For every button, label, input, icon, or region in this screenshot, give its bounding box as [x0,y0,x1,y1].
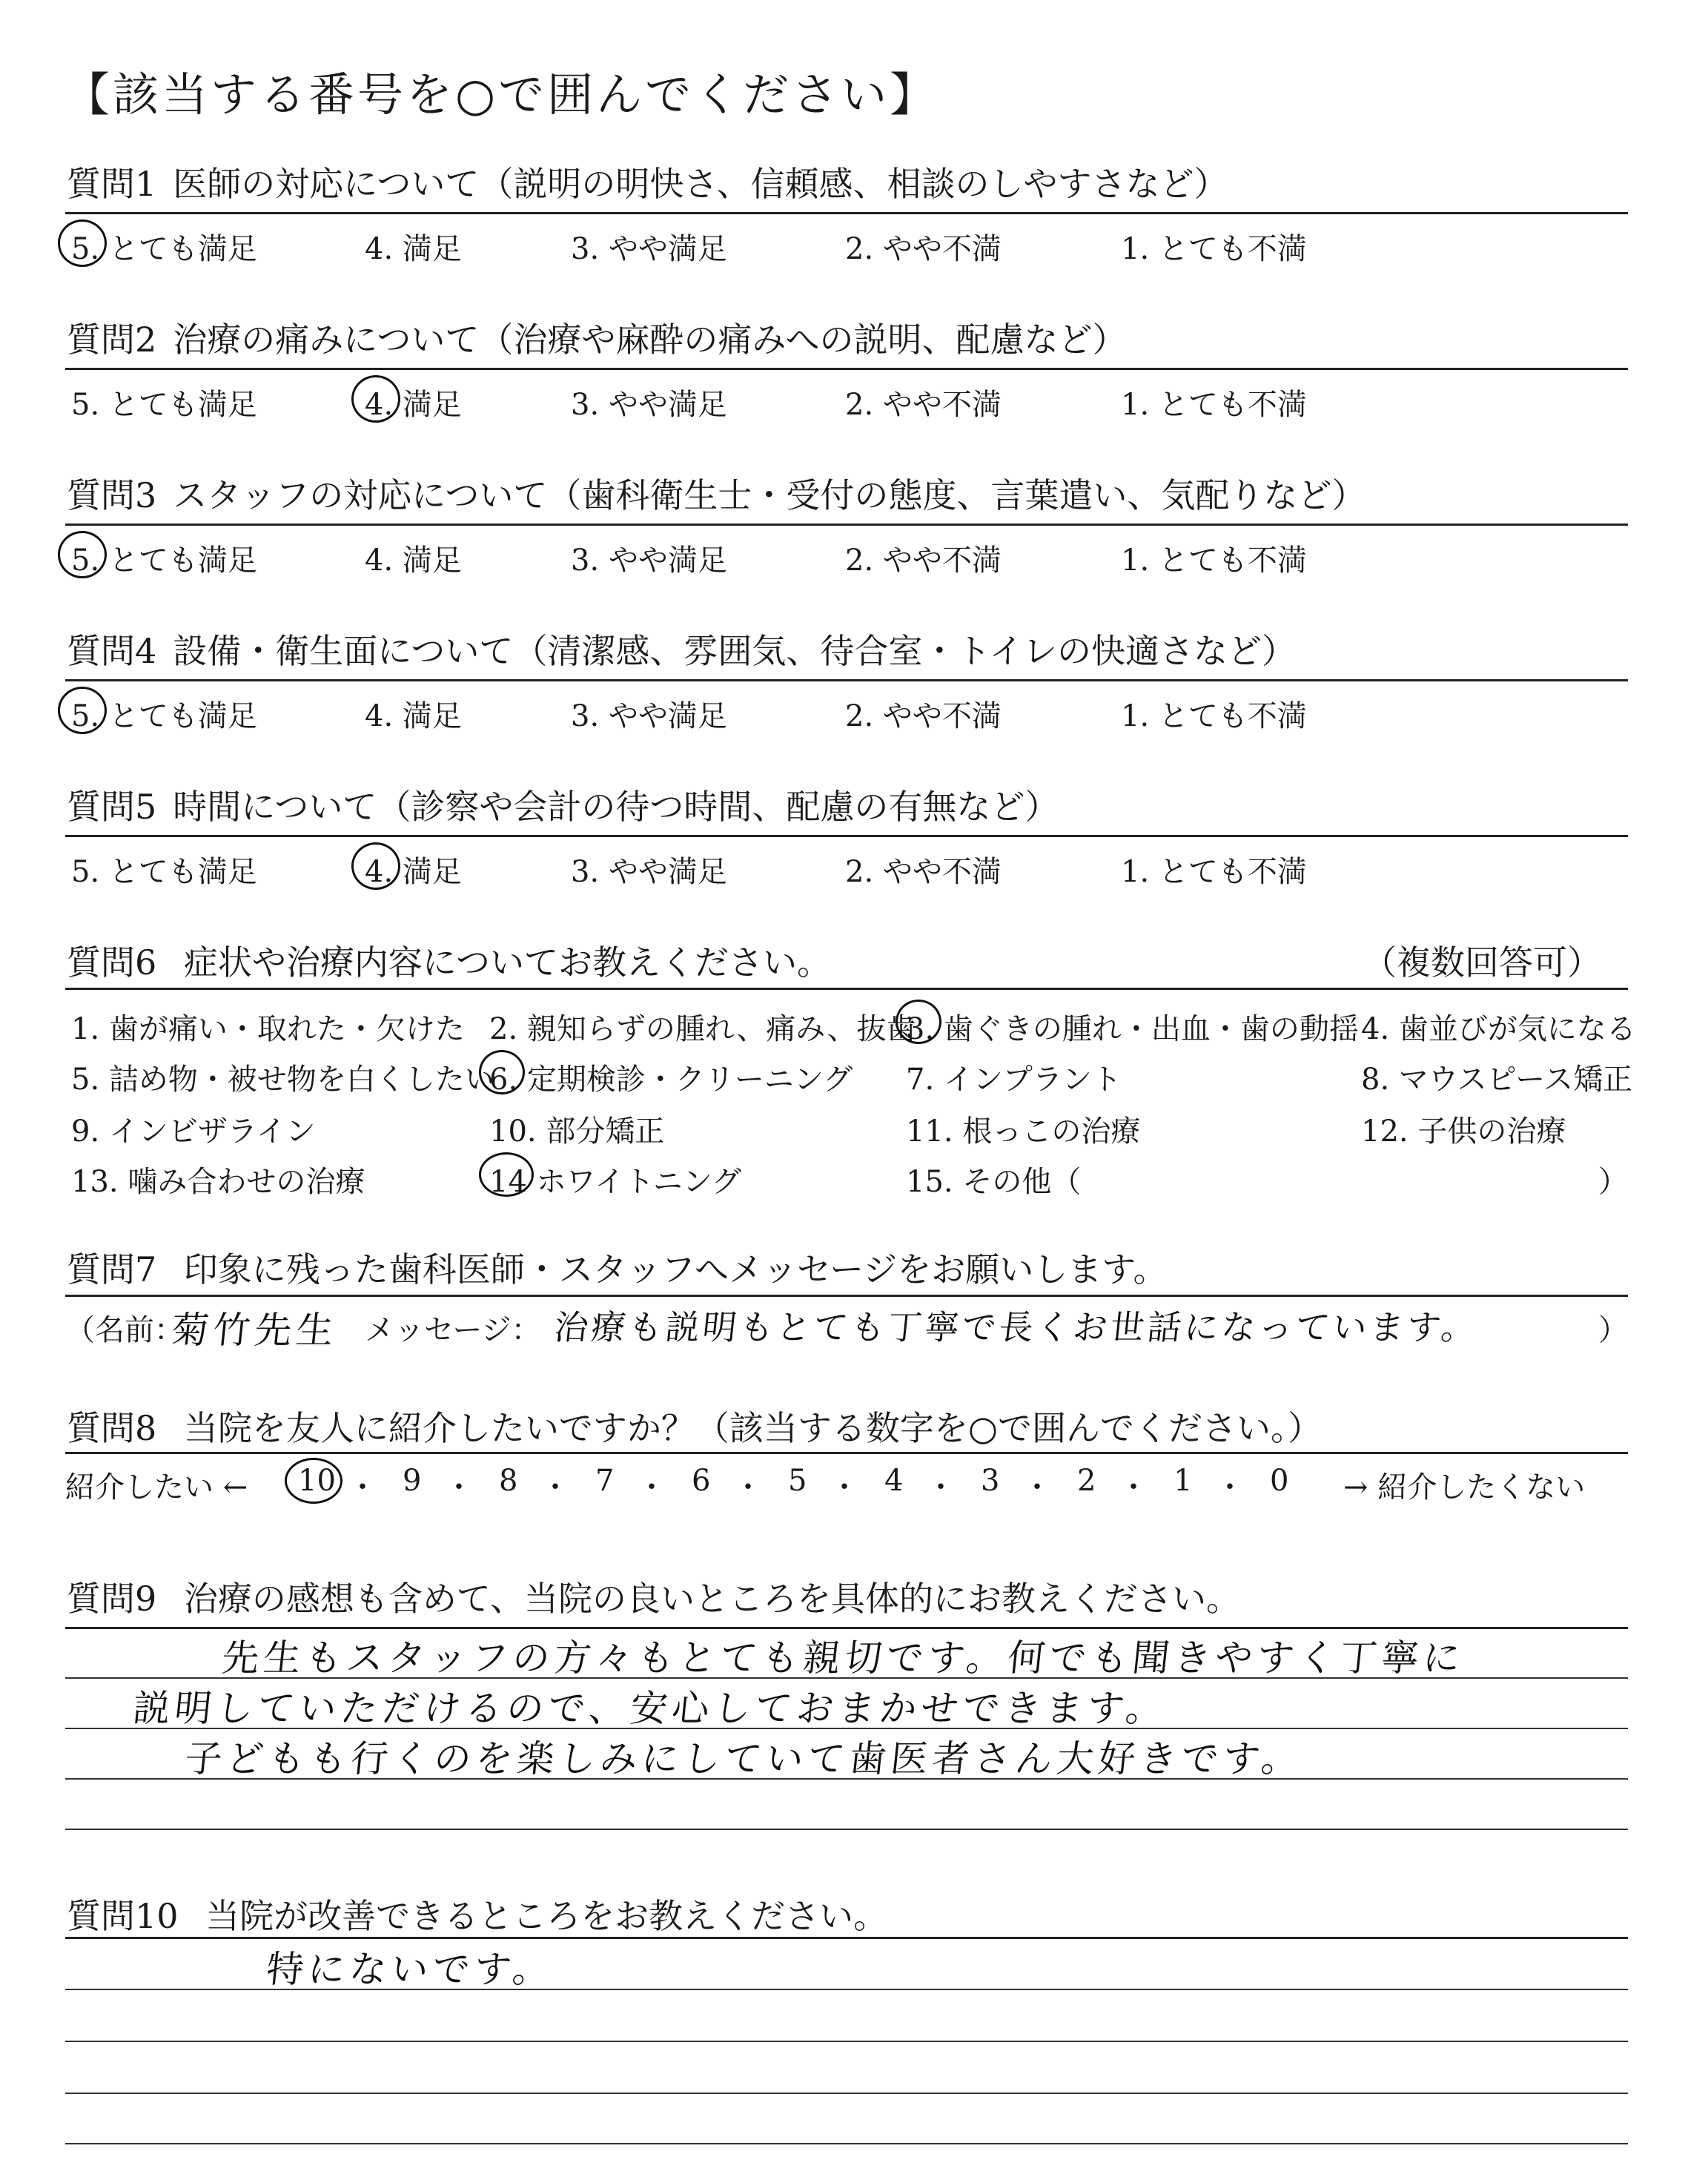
q8-text: 当院を友人に紹介したいですか？（該当する数字を○で囲んでください。） [183,1408,1323,1448]
q2-label: 質問2 [67,320,157,360]
answer-line [65,2143,1628,2144]
q9-label: 質問9 [67,1579,157,1619]
q8-scale-2[interactable]: 2 [1077,1464,1096,1498]
q8-rule [65,1452,1628,1454]
q8-scale-3[interactable]: 3 [981,1464,1000,1498]
q3-heading [67,469,1366,518]
q2-option-2[interactable]: 2. やや不満 [845,388,1002,422]
q5-option-2[interactable]: 2. やや不満 [845,855,1002,889]
q8-separator: ・ [637,1470,666,1505]
q7-close: ） [1598,1313,1628,1347]
q8-selection-circle [285,1458,342,1504]
q1-rule [65,212,1628,214]
form-title: 【該当する番号を○で囲んでください】 [64,67,939,122]
q6-item-9[interactable]: 9. インビザライン [71,1114,316,1149]
q5-selection-circle [351,842,400,890]
q9-heading [67,1572,1240,1621]
q3-option-4[interactable]: 4. 満足 [365,544,462,578]
q4-option-4[interactable]: 4. 満足 [365,699,462,733]
q6-heading [67,936,831,985]
q8-right-label: → 紹介したくない [1343,1470,1586,1505]
q3-option-2[interactable]: 2. やや不満 [845,544,1002,578]
q2-text: 治療の痛みについて（治療や麻酔の痛みへの説明、配慮など） [173,320,1127,360]
q6-selection-circle [896,1000,941,1044]
q1-option-1[interactable]: 1. とても不満 [1121,232,1307,266]
q8-scale-5[interactable]: 5 [788,1464,807,1498]
q1-label: 質問1 [67,164,157,204]
q1-option-4[interactable]: 4. 満足 [365,232,462,266]
q3-text: スタッフの対応について（歯科衛生士・受付の態度、言葉遣い、気配りなど） [173,475,1366,515]
q10-heading [67,1889,887,1938]
q6-selection-circle [479,1050,525,1094]
q4-rule [65,679,1628,681]
q4-option-5[interactable]: 5. とても満足 [71,699,257,733]
answer-line [65,1829,1628,1830]
q1-option-2[interactable]: 2. やや不満 [845,232,1002,266]
q2-rule [65,368,1628,370]
q10-answer[interactable]: 特にないです。 [264,1948,557,1991]
q8-scale-7[interactable]: 7 [595,1464,615,1498]
q5-option-1[interactable]: 1. とても不満 [1121,855,1307,889]
q4-text: 設備・衛生面について（清潔感、雰囲気、待合室・トイレの快適さなど） [173,631,1297,671]
q6-item-11[interactable]: 11. 根っこの治療 [906,1114,1141,1149]
q8-left-label: 紹介したい ← [65,1470,248,1505]
q9-text: 治療の感想も含めて、当院の良いところを具体的にお教えください。 [183,1579,1240,1619]
q5-text: 時間について（診察や会計の待つ時間、配慮の有無など） [173,787,1059,827]
q2-option-4[interactable]: 4. 満足 [365,388,462,422]
q7-message-label: メッセージ： [365,1313,541,1347]
q6-text: 症状や治療内容についてお教えください。 [183,942,831,982]
q8-separator: ・ [830,1470,859,1505]
q7-label: 質問7 [67,1249,157,1289]
q4-option-1[interactable]: 1. とても不満 [1121,699,1307,733]
q2-option-5[interactable]: 5. とても満足 [71,388,257,422]
answer-line [65,2093,1628,2094]
q4-label: 質問4 [67,631,157,671]
q1-selection-circle [58,219,107,267]
q8-separator: ・ [540,1470,570,1505]
q7-heading [67,1243,1168,1292]
q1-option-3[interactable]: 3. やや満足 [571,232,727,266]
q8-scale-4[interactable]: 4 [884,1464,904,1498]
q9-answer-line-1[interactable]: 先生もスタッフの方々もとても親切です。何でも聞きやすく丁寧に [219,1636,1467,1680]
q3-label: 質問3 [67,475,157,515]
q3-option-1[interactable]: 1. とても不満 [1121,544,1307,578]
q8-label: 質問8 [67,1408,157,1448]
q4-heading [67,624,1296,673]
q8-separator: ・ [444,1470,474,1505]
q7-message-value[interactable]: 治療も説明もとても丁寧で長くお世話になっています。 [552,1307,1480,1347]
q6-item-14[interactable]: 14 ホワイトニング [489,1165,742,1199]
answer-line [65,2041,1628,2042]
q5-option-3[interactable]: 3. やや満足 [571,855,727,889]
q6-item-1[interactable]: 1. 歯が痛い・取れた・欠けた [71,1012,465,1046]
q5-heading [67,780,1059,829]
q8-scale-6[interactable]: 6 [692,1464,711,1498]
q8-scale-8[interactable]: 8 [499,1464,518,1498]
q8-separator: ・ [926,1470,956,1505]
q2-option-3[interactable]: 3. やや満足 [571,388,727,422]
q3-option-3[interactable]: 3. やや満足 [571,544,727,578]
q5-option-5[interactable]: 5. とても満足 [71,855,257,889]
q9-answer-line-3[interactable]: 子どもも行くのを楽しみにしていて歯医者さん大好きです。 [182,1737,1305,1780]
q6-item-3[interactable]: 3. 歯ぐきの腫れ・出血・歯の動揺 [906,1012,1359,1046]
q8-separator: ・ [348,1470,377,1505]
q4-option-2[interactable]: 2. やや不満 [845,699,1002,733]
q6-item-10[interactable]: 10. 部分矯正 [489,1114,665,1149]
q4-option-3[interactable]: 3. やや満足 [571,699,727,733]
q8-scale-9[interactable]: 9 [403,1464,422,1498]
q6-item-2[interactable]: 2. 親知らずの腫れ、痛み、抜歯 [489,1012,916,1046]
q8-separator: ・ [733,1470,763,1505]
q10-text: 当院が改善できるところをお教えください。 [205,1896,888,1936]
q1-option-5[interactable]: 5. とても満足 [71,232,257,266]
q6-label: 質問6 [67,942,157,982]
q3-rule [65,524,1628,526]
q6-item-15[interactable]: 15. その他（ [906,1165,1082,1199]
q10-rule [65,1937,1628,1939]
q3-option-5[interactable]: 5. とても満足 [71,544,257,578]
q6-item-7[interactable]: 7. インプラント [906,1063,1122,1097]
q6-item-8[interactable]: 8. マウスピース矯正 [1361,1063,1633,1097]
q10-label: 質問10 [67,1896,179,1936]
q7-name-label: （名前： [65,1313,184,1347]
q8-separator: ・ [1215,1470,1245,1505]
q2-selection-circle [351,375,400,423]
q5-rule [65,835,1628,837]
q2-option-1[interactable]: 1. とても不満 [1121,388,1307,422]
q8-scale-1[interactable]: 1 [1174,1464,1193,1498]
q7-text: 印象に残った歯科医師・スタッフへメッセージをお願いします。 [183,1249,1168,1289]
q8-scale-10[interactable]: 10 [298,1464,336,1498]
q1-text: 医師の対応について（説明の明快さ、信頼感、相談のしやすさなど） [173,164,1228,204]
q6-other-close: ） [1598,1165,1628,1199]
q2-heading [67,313,1126,362]
q8-heading [67,1401,1322,1450]
q8-separator: ・ [1022,1470,1052,1505]
q6-rule [65,988,1628,990]
q8-separator: ・ [1119,1470,1148,1505]
q6-note: （複数回答可） [1363,942,1601,982]
q6-item-13[interactable]: 13. 噛み合わせの治療 [71,1165,365,1199]
q6-selection-circle [479,1152,534,1197]
q6-item-6[interactable]: 6. 定期検診・クリーニング [489,1063,853,1097]
q4-selection-circle [58,687,107,734]
q5-option-4[interactable]: 4. 満足 [365,855,462,889]
q1-heading [67,157,1228,206]
q7-name-value[interactable]: 菊竹先生 [169,1309,340,1352]
q5-label: 質問5 [67,787,157,827]
q6-item-4[interactable]: 4. 歯並びが気になる [1361,1012,1636,1046]
q6-item-12[interactable]: 12. 子供の治療 [1361,1114,1566,1149]
q9-answer-line-2[interactable]: 説明していただけるので、安心しておまかせできます。 [130,1687,1170,1730]
q6-item-5[interactable]: 5. 詰め物・被せ物を白くしたい [71,1063,494,1097]
q8-scale-0[interactable]: 0 [1270,1464,1289,1498]
q7-rule [65,1295,1628,1297]
q3-selection-circle [58,531,107,578]
